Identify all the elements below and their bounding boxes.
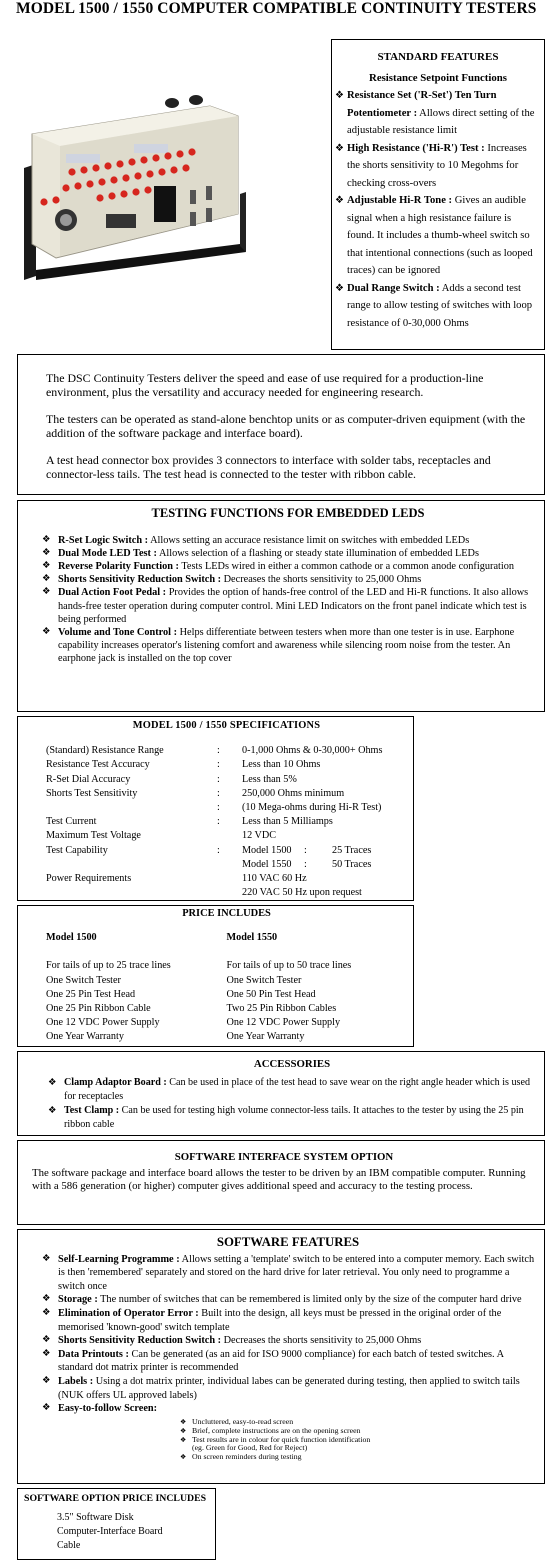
diamond-bullet-icon: ❖ [42, 1403, 51, 1414]
accessories-box [17, 1051, 545, 1136]
page-title: MODEL 1500 / 1550 COMPUTER COMPATIBLE CONTINUITY TESTERS [16, 0, 537, 17]
screen-feature-item: ❖ Uncluttered, easy-to-read screen [180, 1416, 294, 1426]
diamond-bullet-icon: ❖ [180, 1453, 187, 1462]
specifications-heading: MODEL 1500 / 1550 SPECIFICATIONS [132, 720, 321, 731]
intro-box [17, 354, 545, 495]
list-item: Computer-Interface Board [57, 1526, 163, 1537]
screen-feature-item: ❖ Test results are in colour for quick function identification [180, 1434, 371, 1444]
software-interface-heading: SOFTWARE INTERFACE SYSTEM OPTION [174, 1151, 394, 1163]
list-item: One 25 Pin Ribbon Cable [46, 1003, 151, 1015]
spec-row: Test Current : Less than 5 Milliamps [46, 816, 333, 828]
list-item: For tails of up to 25 trace lines [46, 960, 171, 972]
function-item: ❖ Dual Action Foot Pedal : Provides the option of hands-free control of the LED and Hi-R functions. It also allows hands-free tester operation during computer control. Mini LED Indicators on the front panel indicate which test is being performed [42, 587, 529, 625]
function-item: ❖ Dual Mode LED Test : Allows selection of a flashing or steady state illumination of embedded LEDs [42, 548, 479, 560]
spec-row: Maximum Test Voltage 12 VDC [46, 830, 277, 842]
diamond-bullet-icon: ❖ [42, 1294, 51, 1305]
software-feature-item: ❖ Labels : Using a dot matrix printer, individual labes can be generated during testing, then applied to switch tails (NUK offers UL approved labels) [42, 1375, 520, 1401]
list-item: One Switch Tester [46, 974, 121, 986]
diamond-bullet-icon: ❖ [42, 1307, 51, 1318]
diamond-bullet-icon: ❖ [180, 1426, 187, 1435]
list-item: One Year Warranty [46, 1031, 124, 1043]
feature-item: ❖ High Resistance ('Hi-R') Test : Increases the shorts sensitivity to 10 Megohms for checking cross-overs [335, 140, 541, 193]
spec-row-power: Power Requirements 110 VAC 60 Hz 220 VAC 50 Hz upon request [46, 873, 362, 899]
spec-row: Shorts Test Sensitivity : 250,000 Ohms minimum [46, 787, 345, 799]
spec-row: Resistance Test Accuracy : Less than 10 Ohms [46, 759, 321, 771]
accessory-item: ❖ Test Clamp : Can be used for testing high volume connector-less tails. It attaches to the tester by using the 25 pin ribbon cable [48, 1105, 524, 1130]
software-feature-item: ❖ Shorts Sensitivity Reduction Switch : Decreases the shorts sensitivity to 25,000 Ohms [42, 1335, 422, 1347]
spec-row-capability: Test Capability : Model 1500 : 25 Traces Model 1550 : 50 Traces [46, 844, 372, 870]
diamond-bullet-icon: ❖ [335, 195, 344, 206]
screen-feature-item: (eg. Green for Good, Red for Reject) [192, 1443, 308, 1453]
diamond-bullet-icon: ❖ [42, 574, 51, 585]
spec-row: R-Set Dial Accuracy : Less than 5% [46, 773, 297, 785]
list-item: One 12 VDC Power Supply [226, 1017, 341, 1029]
diamond-bullet-icon: ❖ [48, 1078, 57, 1088]
feature-item: ❖ Resistance Set ('R-Set') Ten Turn Potentiometer : Allows direct setting of the adjustable resistance limit [335, 87, 541, 140]
software-option-price-heading: SOFTWARE OPTION PRICE INCLUDES [24, 1493, 207, 1504]
software-feature-item: ❖ Easy-to-follow Screen: [42, 1403, 158, 1415]
diamond-bullet-icon: ❖ [42, 1335, 51, 1346]
accessories-heading: ACCESSORIES [253, 1058, 331, 1070]
software-feature-item: ❖ Elimination of Operator Error : Built into the design, all keys must be pressed in the original order of the memorised 'known-good' switch template [42, 1307, 502, 1333]
intro-paragraph: The DSC Continuity Testers deliver the speed and ease of use required for a production-line environment, plus the versatility and accuracy needed for engineering research. [46, 371, 484, 399]
software-interface-box [17, 1140, 545, 1225]
price-column-1550: Model 1550 For tails of up to 50 trace lines One Switch Tester One 50 Pin Test Head Two 25 Pin Ribbon Cables One 12 VDC Power Supply One Year Warranty [227, 931, 408, 1044]
diamond-bullet-icon: ❖ [180, 1417, 187, 1426]
list-item: One 12 VDC Power Supply [46, 1017, 160, 1029]
software-features-box [17, 1229, 545, 1484]
list-item: For tails of up to 50 trace lines [226, 960, 352, 972]
software-feature-item: ❖ Storage : The number of switches that can be remembered is limited only by the size of the computer hard drive [42, 1294, 522, 1306]
accessory-item: ❖ Clamp Adaptor Board : Can be used in place of the test head to save wear on the right angle header which is used for receptacles [48, 1077, 530, 1102]
testing-functions-heading: TESTING FUNCTIONS FOR EMBEDDED LEDS [151, 506, 425, 520]
diamond-bullet-icon: ❖ [180, 1435, 187, 1444]
intro-paragraph: The testers can be operated as stand-alone benchtop units or as computer-driven equipment (with the addition of the software package and interface board). [46, 412, 526, 440]
diamond-bullet-icon: ❖ [42, 535, 51, 546]
standard-features-box [331, 39, 545, 350]
software-feature-item: ❖ Data Printouts : Can be generated (as an aid for ISO 9000 compliance) for each batch of tested switches. A standard dot matrix printer is recommended [42, 1348, 504, 1374]
diamond-bullet-icon: ❖ [42, 1348, 51, 1359]
list-item: One Switch Tester [226, 974, 302, 986]
software-feature-item: ❖ Self-Learning Programme : Allows setting a 'template' switch to be entered into a computer memory. Each switch is then 'remembered' separately and stored on the hard drive for later retrieval. You only need to programme a switch once [42, 1253, 535, 1292]
diamond-bullet-icon: ❖ [42, 561, 51, 572]
diamond-bullet-icon: ❖ [48, 1106, 57, 1116]
standard-features-heading: STANDARD FEATURES [377, 51, 499, 63]
spec-row: (Standard) Resistance Range : 0-1,000 Ohms & 0-30,000+ Ohms [46, 745, 383, 757]
screen-feature-item: ❖ Brief, complete instructions are on the opening screen [180, 1425, 361, 1435]
diamond-bullet-icon: ❖ [42, 1253, 51, 1264]
feature-item: ❖ Adjustable Hi-R Tone : Gives an audible signal when a high resistance failure is found. It includes a thumb-wheel switch so that intentional connections (such as looped traces) can be ignored [335, 192, 541, 280]
list-item: One 25 Pin Test Head [46, 988, 136, 1000]
function-item: ❖ R-Set Logic Switch : Allows setting an accurace resistance limit on switches with embedded LEDs [42, 535, 470, 547]
spec-row: : (10 Mega-ohms during Hi-R Test) [217, 802, 382, 814]
diamond-bullet-icon: ❖ [335, 90, 344, 101]
list-item: One Year Warranty [226, 1031, 305, 1043]
list-item: Two 25 Pin Ribbon Cables [226, 1003, 337, 1015]
software-option-price-box [17, 1488, 216, 1560]
product-photo [14, 94, 250, 290]
testing-functions-box [17, 500, 545, 712]
list-item: 3.5" Software Disk [57, 1512, 134, 1523]
diamond-bullet-icon: ❖ [42, 587, 51, 598]
price-includes-heading: PRICE INCLUDES [182, 908, 271, 919]
function-item: ❖ Shorts Sensitivity Reduction Switch : Decreases the shorts sensitivity to 25,000 Ohms [42, 574, 422, 586]
software-interface-text: The software package and interface board allows the tester to be driven by an IBM compatible computer. Running with a 586 generation (or higher) computer gives additional speed and accuracy to the testing process. [32, 1166, 526, 1193]
price-column-1500: Model 1500 For tails of up to 25 trace lines One Switch Tester One 25 Pin Test Head One 25 Pin Ribbon Cable One 12 VDC Power Supply One Year Warranty [46, 931, 227, 1044]
diamond-bullet-icon: ❖ [42, 1375, 51, 1386]
diamond-bullet-icon: ❖ [335, 282, 344, 294]
feature-item: ❖ Dual Range Switch : Adds a second test range to allow testing of switches with loop resistance of 0-30,000 Ohms [335, 280, 541, 333]
specifications-box [17, 716, 414, 901]
function-item: ❖ Reverse Polarity Function : Tests LEDs wired in either a common cathode or a common anode configuration [42, 561, 515, 573]
standard-features-subheading: Resistance Setpoint Functions [369, 71, 507, 84]
software-features-heading: SOFTWARE FEATURES [216, 1235, 360, 1249]
list-item: One 50 Pin Test Head [226, 988, 316, 1000]
price-includes-box [17, 905, 414, 1047]
diamond-bullet-icon: ❖ [42, 548, 51, 559]
diamond-bullet-icon: ❖ [335, 142, 344, 154]
intro-paragraph: A test head connector box provides 3 connectors to interface with solder tabs, receptacles and connector-less tails. The test head is connected to the tester with ribbon cable. [46, 453, 491, 481]
screen-feature-item: ❖ On screen reminders during testing [180, 1452, 302, 1462]
diamond-bullet-icon: ❖ [42, 626, 51, 637]
list-item: Cable [57, 1540, 81, 1551]
function-item: ❖ Volume and Tone Control : Helps differentiate between testers when more than one tester is in use. Earphone capability increases operator's listening comfort and awareness while silencing room noise from the tester. An earphone jack is installed on the top cover [42, 626, 515, 664]
